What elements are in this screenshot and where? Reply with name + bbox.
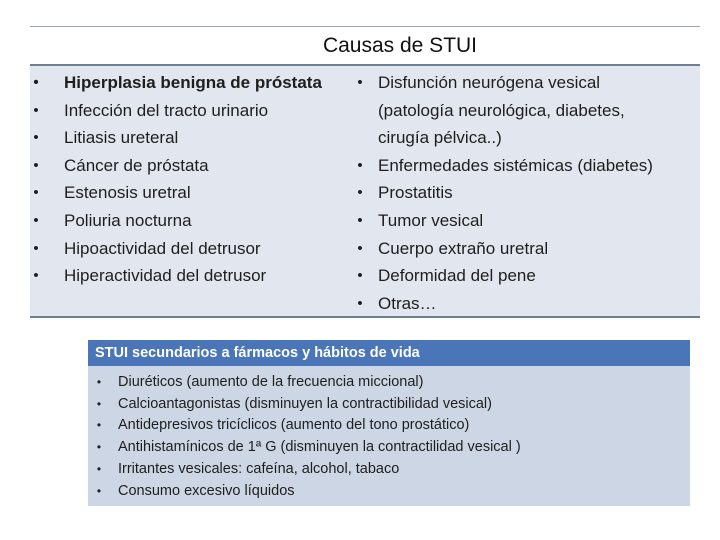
list-item	[88, 437, 690, 459]
list-item-text: Antidepresivos tricíclicos (aumento del tono prostático)	[118, 417, 470, 434]
title-row	[30, 26, 700, 66]
list-item-text: Consumo excesivo líquidos	[118, 482, 295, 499]
list-item-continuation	[348, 124, 700, 152]
list-item-continuation	[348, 97, 700, 125]
secondary-causes-table	[88, 340, 690, 506]
list-item-text: Prostatitis	[378, 183, 453, 203]
causes-body	[30, 66, 700, 318]
list-item	[88, 372, 690, 394]
bullet: •	[33, 129, 39, 147]
bullet: •	[357, 156, 363, 174]
list-item	[348, 179, 700, 207]
bullet: •	[33, 74, 39, 91]
list-item	[88, 394, 690, 416]
list-item-text: Cuerpo extraño uretral	[378, 238, 549, 258]
list-item	[348, 207, 700, 235]
list-item	[348, 235, 700, 263]
list-item-text: Diuréticos (aumento de la frecuencia miccional)	[118, 374, 424, 390]
list-item-text: Tumor vesical	[378, 210, 484, 230]
bullet: •	[33, 239, 39, 257]
list-item-text: Hipoactividad del detrusor	[64, 238, 261, 258]
list-item	[348, 69, 700, 97]
list-item-text: Estenosis uretral	[64, 183, 191, 203]
bullet: •	[96, 418, 102, 433]
list-item	[30, 152, 348, 180]
bullet: •	[96, 396, 102, 411]
bullet: •	[96, 461, 102, 476]
bullet: •	[357, 294, 363, 312]
bullet: •	[96, 483, 102, 498]
list-item	[348, 290, 700, 318]
list-item	[30, 97, 348, 125]
left-causes-list	[30, 69, 348, 290]
bullet: •	[33, 267, 39, 285]
secondary-body	[88, 366, 690, 506]
list-item-text: Hiperplasia benigna de próstata	[64, 73, 322, 92]
right-causes-list	[348, 69, 700, 317]
list-item-text: Antihistamínicos de 1ª G (disminuyen la contractilidad vesical )	[118, 439, 521, 456]
page-title: Causas de STUI	[322, 33, 478, 57]
list-item-text: Hiperactividad del detrusor	[64, 266, 267, 286]
list-item-text: (patología neurológica, diabetes,	[378, 100, 625, 120]
list-item-text: Deformidad del pene	[378, 266, 536, 286]
list-item-text: Irritantes vesicales: cafeína, alcohol, tabaco	[118, 460, 400, 477]
list-item	[30, 179, 348, 207]
list-item-text: Enfermedades sistémicas (diabetes)	[378, 155, 653, 175]
list-item-text: Infección del tracto urinario	[64, 100, 269, 120]
list-item-text: cirugía pélvica..)	[378, 128, 502, 148]
bullet: •	[96, 440, 102, 455]
causes-table	[30, 26, 700, 318]
bullet: •	[357, 74, 363, 91]
secondary-header	[88, 340, 690, 366]
right-causes-column	[348, 66, 700, 316]
list-item	[348, 152, 700, 180]
list-item	[30, 235, 348, 263]
list-item-text: Otras…	[378, 293, 437, 313]
bullet: •	[96, 375, 102, 389]
list-item	[30, 124, 348, 152]
bullet: •	[357, 184, 363, 202]
bullet: •	[33, 101, 39, 119]
list-item-text: Litiasis ureteral	[64, 128, 179, 148]
bullet: •	[33, 156, 39, 174]
list-item-text: Disfunción neurógena vesical	[378, 73, 601, 92]
bullet: •	[33, 211, 39, 229]
list-item	[88, 481, 690, 503]
list-item	[88, 459, 690, 481]
list-item-text: Calcioantagonistas (disminuyen la contractibilidad vesical)	[118, 395, 492, 412]
bullet: •	[357, 239, 363, 257]
left-causes-column	[30, 66, 348, 316]
bullet: •	[33, 184, 39, 202]
list-item-text: Cáncer de próstata	[64, 155, 209, 175]
list-item	[348, 262, 700, 290]
secondary-list	[88, 372, 690, 502]
bullet: •	[357, 211, 363, 229]
list-item	[30, 207, 348, 235]
secondary-header-text: STUI secundarios a fármacos y hábitos de vida	[95, 345, 420, 361]
list-item	[88, 415, 690, 437]
bullet: •	[357, 267, 363, 285]
list-item-text: Poliuria nocturna	[64, 210, 192, 230]
list-item	[30, 262, 348, 290]
list-item	[30, 69, 348, 97]
